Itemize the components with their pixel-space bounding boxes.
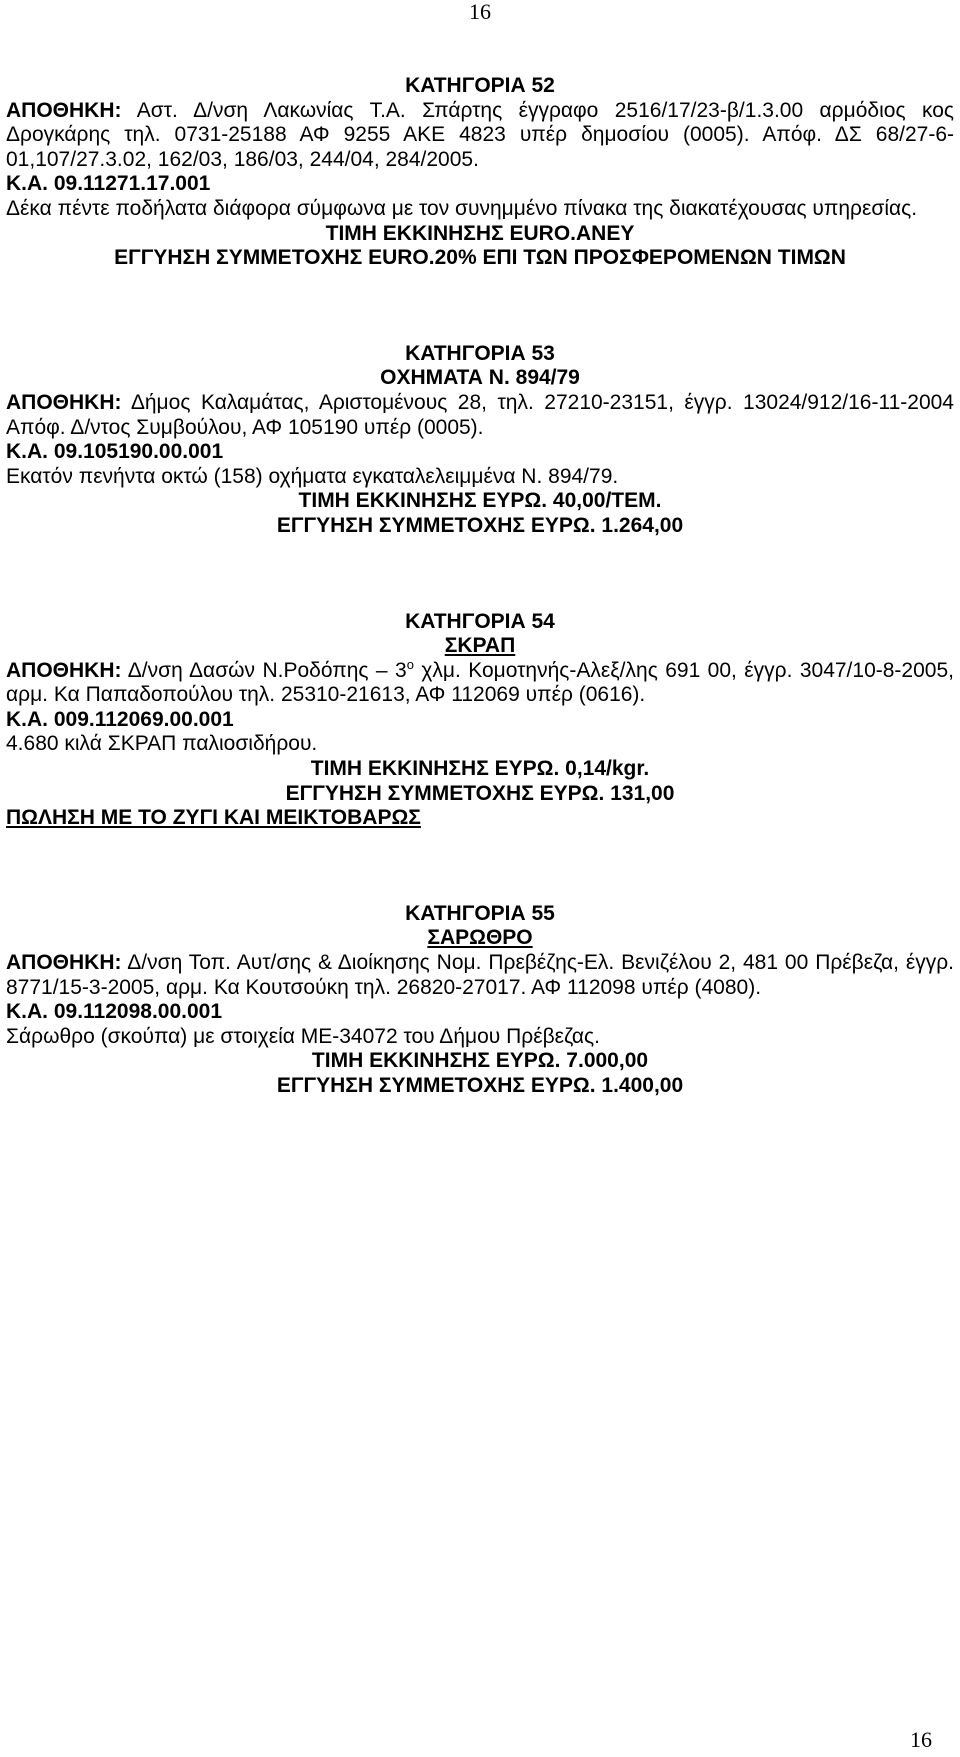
document-body [6,74,954,1099]
warehouse-label: ΑΠΟΘΗΚΗ: [6,658,122,682]
ordinal-superscript: ο [406,656,414,672]
warehouse-paragraph [6,391,954,440]
page-number-top: 16 [469,0,491,24]
warehouse-paragraph [6,656,954,708]
starting-price: ΤΙΜΗ ΕΚΚΙΝΗΣΗΣ ΕΥΡΩ. 7.000,00 [311,1049,649,1073]
category-title: ΚΑΤΗΓΟΡΙΑ 52 [405,74,555,97]
category-53 [6,342,954,539]
warehouse-text-continued: χλμ. Κομοτηνής-Αλεξ/λης 691 00, έγγρ. 3047/10-8-2005, αρμ. Κα Παπαδοπούλου τηλ. 25310-21613, ΑΦ 112069 υπέρ (0616). [6,658,954,707]
item-description: Σάρωθρο (σκούπα) με στοιχεία ΜΕ-34072 του Δήμου Πρέβεζας. [6,1024,600,1048]
category-subtitle: ΣΑΡΩΘΡΟ [427,926,533,950]
participation-guarantee: ΕΓΓΥΗΣΗ ΣΥΜΜΕΤΟΧΗΣ ΕΥΡΩ. 1.400,00 [276,1074,684,1097]
sale-note: ΠΩΛΗΣΗ ΜΕ ΤΟ ΖΥΓΙ ΚΑΙ ΜΕΙΚΤΟΒΑΡΩΣ [6,806,421,830]
warehouse-text: Δ/νση Δασών Ν.Ροδόπης – 3 [127,658,407,682]
page-number-bottom: 16 [910,1727,932,1752]
category-title: ΚΑΤΗΓΟΡΙΑ 55 [405,901,555,925]
warehouse-paragraph [6,99,954,173]
item-description: Εκατόν πενήντα οκτώ (158) οχήματα εγκαταλελειμμένα Ν. 894/79. [6,464,619,488]
category-title: ΚΑΤΗΓΟΡΙΑ 53 [405,341,555,365]
budget-code: Κ.Α. 09.105190.00.001 [6,440,224,464]
warehouse-label: ΑΠΟΘΗΚΗ: [6,98,122,122]
warehouse-label: ΑΠΟΘΗΚΗ: [6,951,122,975]
budget-code: Κ.Α. 09.11271.17.001 [6,172,211,196]
participation-guarantee: ΕΓΓΥΗΣΗ ΣΥΜΜΕΤΟΧΗΣ ΕΥΡΩ. 131,00 [285,781,675,805]
warehouse-text: Δ/νση Τοπ. Αυτ/σης & Διοίκησης Νομ. Πρεβέζης-Ελ. Βενιζέλου 2, 481 00 Πρέβεζα, έγγρ. 8771/15-3-2005, αρμ. Κα Κουτσούκη τηλ. 26820-27017. ΑΦ 112098 υπέρ (4080). [6,951,954,999]
item-description: Δέκα πέντε ποδήλατα διάφορα σύμφωνα με τον συνημμένο πίνακα της διακατέχουσας υπηρεσίας. [6,196,918,220]
participation-guarantee: ΕΓΓΥΗΣΗ ΣΥΜΜΕΤΟΧΗΣ EURO.20% ΕΠΙ ΤΩΝ ΠΡΟΣΦΕΡΟΜΕΝΩΝ ΤΙΜΩΝ [114,246,846,270]
budget-code: Κ.Α. 09.112098.00.001 [6,1000,223,1024]
starting-price: ΤΙΜΗ ΕΚΚΙΝΗΣΗΣ EURO.ΑΝΕΥ [325,221,635,245]
starting-price: ΤΙΜΗ ΕΚΚΙΝΗΣΗΣ ΕΥΡΩ. 0,14/kgr. [310,757,650,781]
item-description: 4.680 κιλά ΣΚΡΑΠ παλιοσιδήρου. [6,732,318,756]
participation-guarantee: ΕΓΓΥΗΣΗ ΣΥΜΜΕΤΟΧΗΣ ΕΥΡΩ. 1.264,00 [276,513,684,537]
category-title: ΚΑΤΗΓΟΡΙΑ 54 [405,609,555,633]
category-54 [6,610,954,831]
warehouse-text: Δήμος Καλαμάτας, Αριστομένους 28, τηλ. 27210-23151, έγγρ. 13024/912/16-11-2004 Απόφ. Δ/ντος Συμβούλου, ΑΦ 105190 υπέρ (0005). [6,390,954,439]
category-52 [6,74,954,271]
warehouse-label: ΑΠΟΘΗΚΗ: [6,390,122,414]
category-subtitle: ΣΚΡΑΠ [444,634,516,658]
category-55 [6,902,954,1099]
budget-code: Κ.Α. 009.112069.00.001 [6,707,234,731]
category-subtitle: ΟΧΗΜΑΤΑ Ν. 894/79 [380,366,580,390]
starting-price: ΤΙΜΗ ΕΚΚΙΝΗΣΗΣ ΕΥΡΩ. 40,00/ΤΕΜ. [298,489,662,513]
warehouse-paragraph [6,951,954,1000]
warehouse-text: Αστ. Δ/νση Λακωνίας Τ.Α. Σπάρτης έγγραφο 2516/17/23-β/1.3.00 αρμόδιος κος Δρογκάρης τηλ. 0731-25188 ΑΦ 9255 ΑΚΕ 4823 υπέρ δημοσίου (0005). Απόφ. ΔΣ 68/27-6-01,107/27.3.02, 162/03, 186/03, 244/04, 284/2005. [6,98,955,171]
